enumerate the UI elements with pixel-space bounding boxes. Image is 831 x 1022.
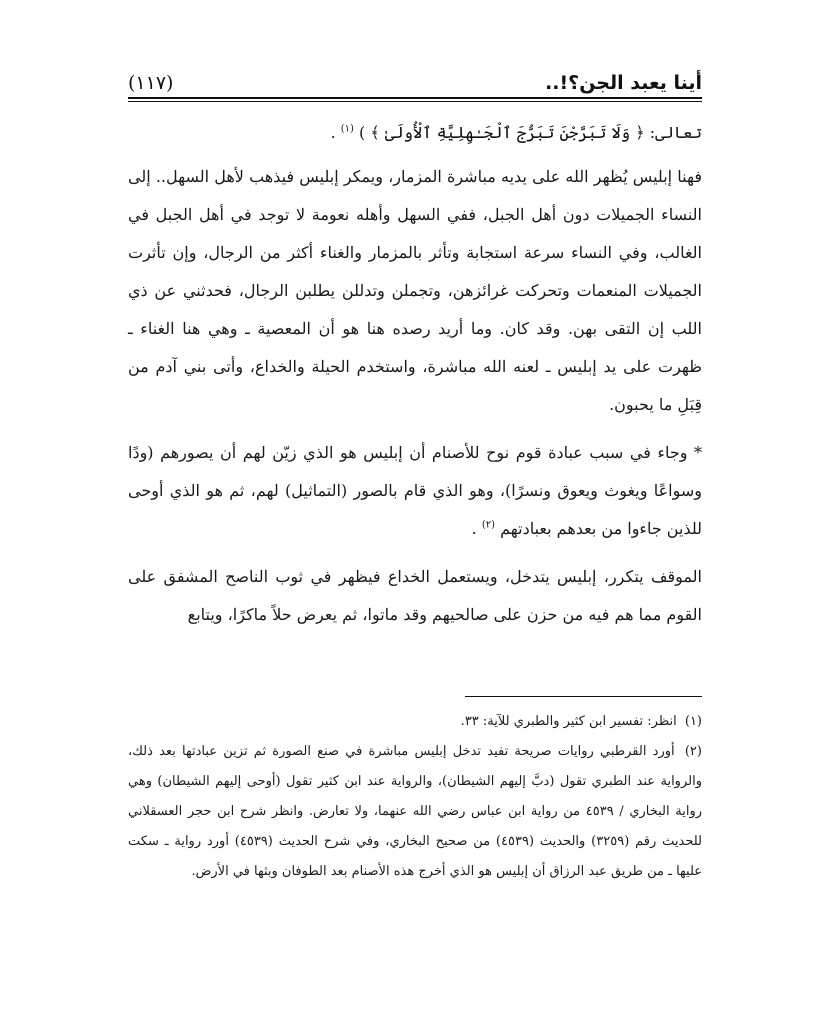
paragraph-3: الموقف يتكرر، إبليس يتدخل، ويستعمل الخداع فيظهر في ثوب الناصح المشفق على القوم مما هم فيه من حزن على صالحيهم وقد ماتوا، ثم يعرض حلاً ماكرًا، ويتابع [128, 567, 702, 624]
footnote-2-number: (٢) [684, 744, 702, 759]
footnote-1-number: (١) [684, 714, 702, 729]
running-header [128, 70, 702, 98]
verse-end: . [330, 123, 336, 142]
verse-prefix: تعالى: ﴿ [635, 123, 702, 142]
header-rule-thick [128, 97, 702, 99]
page-number: (١١٧) [128, 72, 174, 94]
paragraph-2-end: . [471, 519, 477, 538]
paragraph-2-text: * وجاء في سبب عبادة قوم نوح للأصنام أن إبليس هو الذي زيّن لهم أن يصورهم (ودًا وسواعًا ويغوث ويعوق ونسرًا)، وهو الذي قام بالصور (التماثيل) لهم، ثم هو الذي أوحى للذين جاءوا من بعدهم بعبادتهم [128, 443, 702, 538]
verse-line [128, 114, 702, 152]
footnote-1-text: انظر: تفسير ابن كثير والطبري للآية: ٣٣. [460, 714, 677, 729]
footnote-ref-1: (١) [340, 123, 354, 135]
paragraph-2 [128, 434, 702, 548]
header-rule-thin [128, 101, 702, 102]
footnotes [128, 707, 702, 887]
footnote-2 [128, 737, 702, 887]
running-title: أينا يعبد الجن؟!.. [545, 72, 702, 94]
main-text [128, 114, 702, 634]
footnote-separator [465, 696, 702, 697]
footnote-2-text: أورد القرطبي روايات صريحة تفيد تدخل إبليس مباشرة في صنع الصورة ثم تزين عبادتها بعد ذلك، والرواية عند الطبري تقول (دبَّ إليهم الشيطان)، والرواية عند ابن كثير تقول (أوحى إليهم الشيطان) وهي رواية البخاري / ٤٥٣٩ من رواية ابن عباس رضي الله عنهما، ولا تعارض. وانظر شرح ابن حجر العسقلاني للحديث رقم (٣٢٥٩) والحديث (٤٥٣٩) من صحيح البخاري، وفي شرح الحديث (٤٥٣٩) أورد رواية ـ سكت عليها ـ من طريق عبد الرزاق أن إبليس هو الذي أخرج هذه الأصنام بعد الطوفان وبثها في الأرض. [128, 744, 702, 879]
verse-suffix: ﴾ ) [359, 123, 380, 142]
footnote-1 [128, 707, 702, 737]
quran-verse: وَلَا تَبَرَّجْنَ تَبَرُّجَ ٱلْجَـٰهِلِيَّةِ ٱلْأُولَىٰ [384, 123, 631, 142]
footnote-ref-2: (٢) [481, 519, 496, 531]
paragraph-1: فهنا إبليس يُظهر الله على يديه مباشرة المزمار، ويمكر إبليس فيذهب لأهل السهل.. إلى النساء الجميلات دون أهل الجبل، ففي السهل وأهله نعومة لا توجد في أهل الجبل في الغالب، وفي النساء سرعة استجابة وتأثر بالمزمار والغناء أكثر من الرجال، وإن تأثرت الجميلات المنعمات وتحركت غرائزهن، وتجملن وتدللن يطلبن الرجال، فحدثني عن ذي اللب إن التقى بهن. وقد كان. وما أريد رصده هنا هو أن المعصية ـ وهي هنا الغناء ـ ظهرت على يد إبليس ـ لعنه الله مباشرة، واستخدم الحيلة والخداع، وأتى بني آدم من قِبَلِ ما يحبون. [128, 167, 702, 414]
